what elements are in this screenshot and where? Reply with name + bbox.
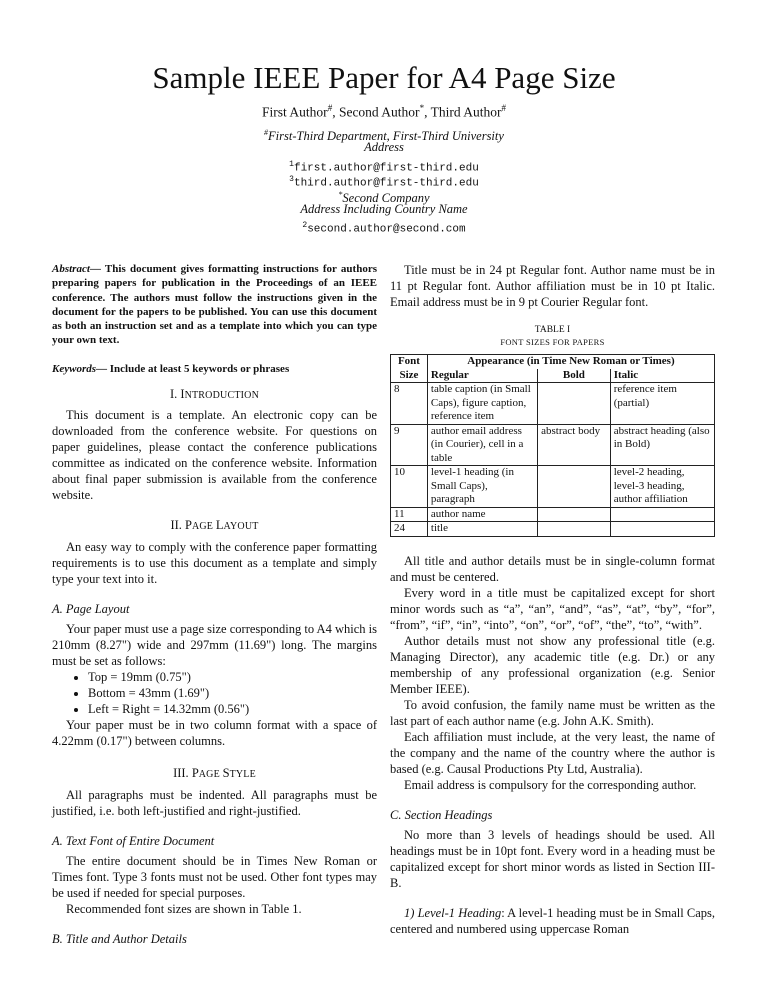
level1-heading-text: : A level-1 heading must be in Small Caps, centered and numbered using uppercase Roman [390, 905, 715, 936]
list-item: • Left = Right = 14.32mm (0.56") [88, 701, 377, 717]
subsection-heading: C. Section Headings [390, 807, 493, 822]
paragraph: The entire document should be in Times New Roman or Times font. Type 3 fonts must not be used. Other font types may be used if needed for special purposes. [52, 853, 377, 900]
table-row [391, 522, 715, 537]
section-heading-introduction [52, 386, 377, 404]
table-cell: 24 [391, 522, 428, 537]
abstract [52, 262, 377, 348]
table-row [391, 466, 715, 508]
paragraph: No more than 3 levels of headings should be used. All headings must be in 10pt font. Every word in a heading must be capitalized except for short minor words as listed in Section III-B. [390, 827, 715, 890]
table-row [391, 383, 715, 425]
author-1-mark: # [327, 103, 333, 113]
section-heading-rest: AGE [198, 768, 223, 780]
list-item: • Top = 19mm (0.75") [88, 669, 377, 685]
author-3-mark: # [501, 103, 506, 113]
author-line [0, 99, 768, 122]
paragraph: An easy way to comply with the conference paper formatting requirements is to use this document as a template and simply type your text into it. [52, 539, 377, 586]
section-heading-initial: S [222, 765, 230, 780]
table-subheader-row [391, 369, 715, 383]
table-row [391, 424, 715, 466]
subsection-heading: A. Text Font of Entire Document [52, 833, 215, 848]
table-cell [610, 522, 714, 537]
table-cell: 11 [391, 507, 428, 522]
affiliation-1-text: First-Third Department, First-Third University [268, 129, 504, 144]
email-3-mark: 3 [289, 175, 294, 184]
section-heading-rest: AGE [191, 520, 216, 532]
paragraph: This document is a template. An electronic copy can be downloaded from the conference website. For questions on paper guidelines, please contact the conference publications committee as indicated on the conference website. Information about final paper submission is available from the conference website. [52, 407, 377, 502]
author-2: Second Author [338, 104, 420, 120]
keywords [52, 362, 377, 376]
table-header-cell: Italic [610, 369, 714, 383]
paragraph: To avoid confusion, the family name must be written as the last part of each author name (e.g. John A.K. Smith). [390, 697, 715, 728]
table-cell [538, 383, 611, 425]
section-heading-initial: I [180, 386, 185, 401]
section-heading-initial: P [191, 765, 199, 780]
table-cell [538, 507, 611, 522]
email-2 [0, 218, 768, 238]
author-sep: , [424, 104, 431, 120]
affiliation-2-text: Second Company [342, 191, 430, 206]
affiliation-2-line2: Address Including Country Name [300, 202, 468, 216]
table-cell: level-1 heading (in Small Caps), paragraph [427, 466, 537, 508]
paragraph: Title must be in 24 pt Regular font. Author name must be in 11 pt Regular font. Author affiliation must be in 10 pt Italic. Email address must be in 9 pt Courier Regular font. [390, 263, 715, 309]
subsection-heading: A. Page Layout [52, 601, 130, 616]
table-cell: 9 [391, 424, 428, 466]
table-header-row [391, 355, 715, 369]
table-cell: author email address (in Courier), cell in a table [427, 424, 537, 466]
header-font: Font [397, 355, 420, 367]
paragraph: Recommended font sizes are shown in Table 1. [66, 901, 302, 916]
paragraph: All title and author details must be in single-column format and must be centered. [390, 553, 715, 584]
table-cell: abstract body [538, 424, 611, 466]
list-item: • Bottom = 43mm (1.69") [88, 685, 377, 701]
section-heading-page-layout [52, 517, 377, 535]
author-sep: , [332, 104, 339, 120]
paragraph: Author details must not show any professional title (e.g. Managing Director), any academic title (e.g. Dr.) or any membership of any professional organization (e.g. Senior Member IEEE). [390, 633, 715, 696]
table-label: TABLE I [534, 325, 571, 335]
section-heading-rest: NTRODUCTION [184, 389, 259, 401]
paper-title: Sample IEEE Paper for A4 Page Size [152, 60, 616, 95]
keywords-text: — Include at least 5 keywords or phrases [96, 362, 290, 375]
table-cell [538, 466, 611, 508]
section-number: III. [173, 765, 192, 780]
paragraph [390, 905, 715, 937]
affiliation-1-line2: Address [364, 140, 404, 154]
table-cell: abstract heading (also in Bold) [610, 424, 714, 466]
paragraph: Your paper must be in two column format with a space of 4.22mm (0.17") between columns. [52, 717, 377, 748]
table-row [391, 507, 715, 522]
author-1: First Author [262, 104, 328, 120]
table-cell: reference item (partial) [610, 383, 714, 425]
section-number: II. [170, 517, 186, 532]
affiliation-2-mark: * [338, 190, 343, 199]
paragraph: Your paper must use a page size corresponding to A4 which is 210mm (8.27") wide and 297mm (11.69") long. The margins must be set as follows: [52, 621, 377, 668]
affiliation-1-mark: # [264, 128, 269, 137]
email-1-text: first.author@first-third.edu [293, 162, 479, 175]
author-3: Third Author [430, 104, 502, 120]
email-1-mark: 1 [289, 160, 294, 169]
section-heading-initial: L [215, 517, 224, 532]
table-cell [610, 507, 714, 522]
table-group-header: Appearance (in Time New Roman or Times) [427, 355, 714, 369]
section-heading-rest: AYOUT [223, 520, 259, 532]
table-cell: level-2 heading, level-3 heading, author affiliation [610, 466, 714, 508]
author-2-mark: * [419, 103, 425, 113]
table-cell [538, 522, 611, 537]
paragraph: All paragraphs must be indented. All paragraphs must be justified, i.e. both left-justified and right-justified. [52, 787, 377, 818]
table-header-cell: Bold [538, 369, 611, 383]
table-cell: 10 [391, 466, 428, 508]
level1-heading-label: 1) Level-1 Heading [404, 905, 502, 920]
abstract-label: Abstract [52, 263, 90, 275]
section-number: I. [169, 386, 181, 401]
section-heading-initial: P [185, 517, 192, 532]
email-2-mark: 2 [302, 221, 308, 230]
email-3-text: third.author@first-third.edu [293, 177, 479, 190]
abstract-text: — This document gives formatting instructions for authors preparing papers for publication in the Proceedings of an IEEE conference. The authors must follow the instructions given in the document for the papers to be published. You can use this document as both an instruction set and as a template into which you can type your own text. [52, 263, 377, 347]
left-column [52, 262, 377, 947]
section-heading-page-style [52, 765, 377, 783]
table-cell: table caption (in Small Caps), figure caption, reference item [427, 383, 537, 425]
paragraph: Each affiliation must include, at the very least, the name of the company and the name of the country where the author is based (e.g. Causal Productions Pty Ltd, Australia). [390, 729, 715, 776]
keywords-label: Keywords [52, 362, 96, 375]
table-cell: title [427, 522, 537, 537]
section-heading-rest: TYLE [229, 768, 256, 780]
font-size-table [390, 354, 715, 537]
table-cell: author name [427, 507, 537, 522]
table-header-cell [391, 355, 428, 383]
subsection-heading: B. Title and Author Details [52, 931, 187, 946]
margin-list [52, 669, 377, 717]
right-column [390, 262, 715, 937]
email-2-text: second.author@second.com [307, 223, 466, 236]
header-size: Size [399, 368, 419, 381]
paragraph: Every word in a title must be capitalized except for short minor words such as “a”, “an”, “and”, “as”, “at”, “by”, “for”, “from”, “if”, “in”, “into”, “on”, “or”, “of”, “the”, “to”, “with”. [390, 585, 715, 632]
paragraph: Email address is compulsory for the corresponding author. [404, 777, 697, 792]
table-caption: FONT SIZES FOR PAPERS [500, 337, 605, 347]
table-header-cell: Regular [427, 369, 537, 383]
table-cell: 8 [391, 383, 428, 425]
